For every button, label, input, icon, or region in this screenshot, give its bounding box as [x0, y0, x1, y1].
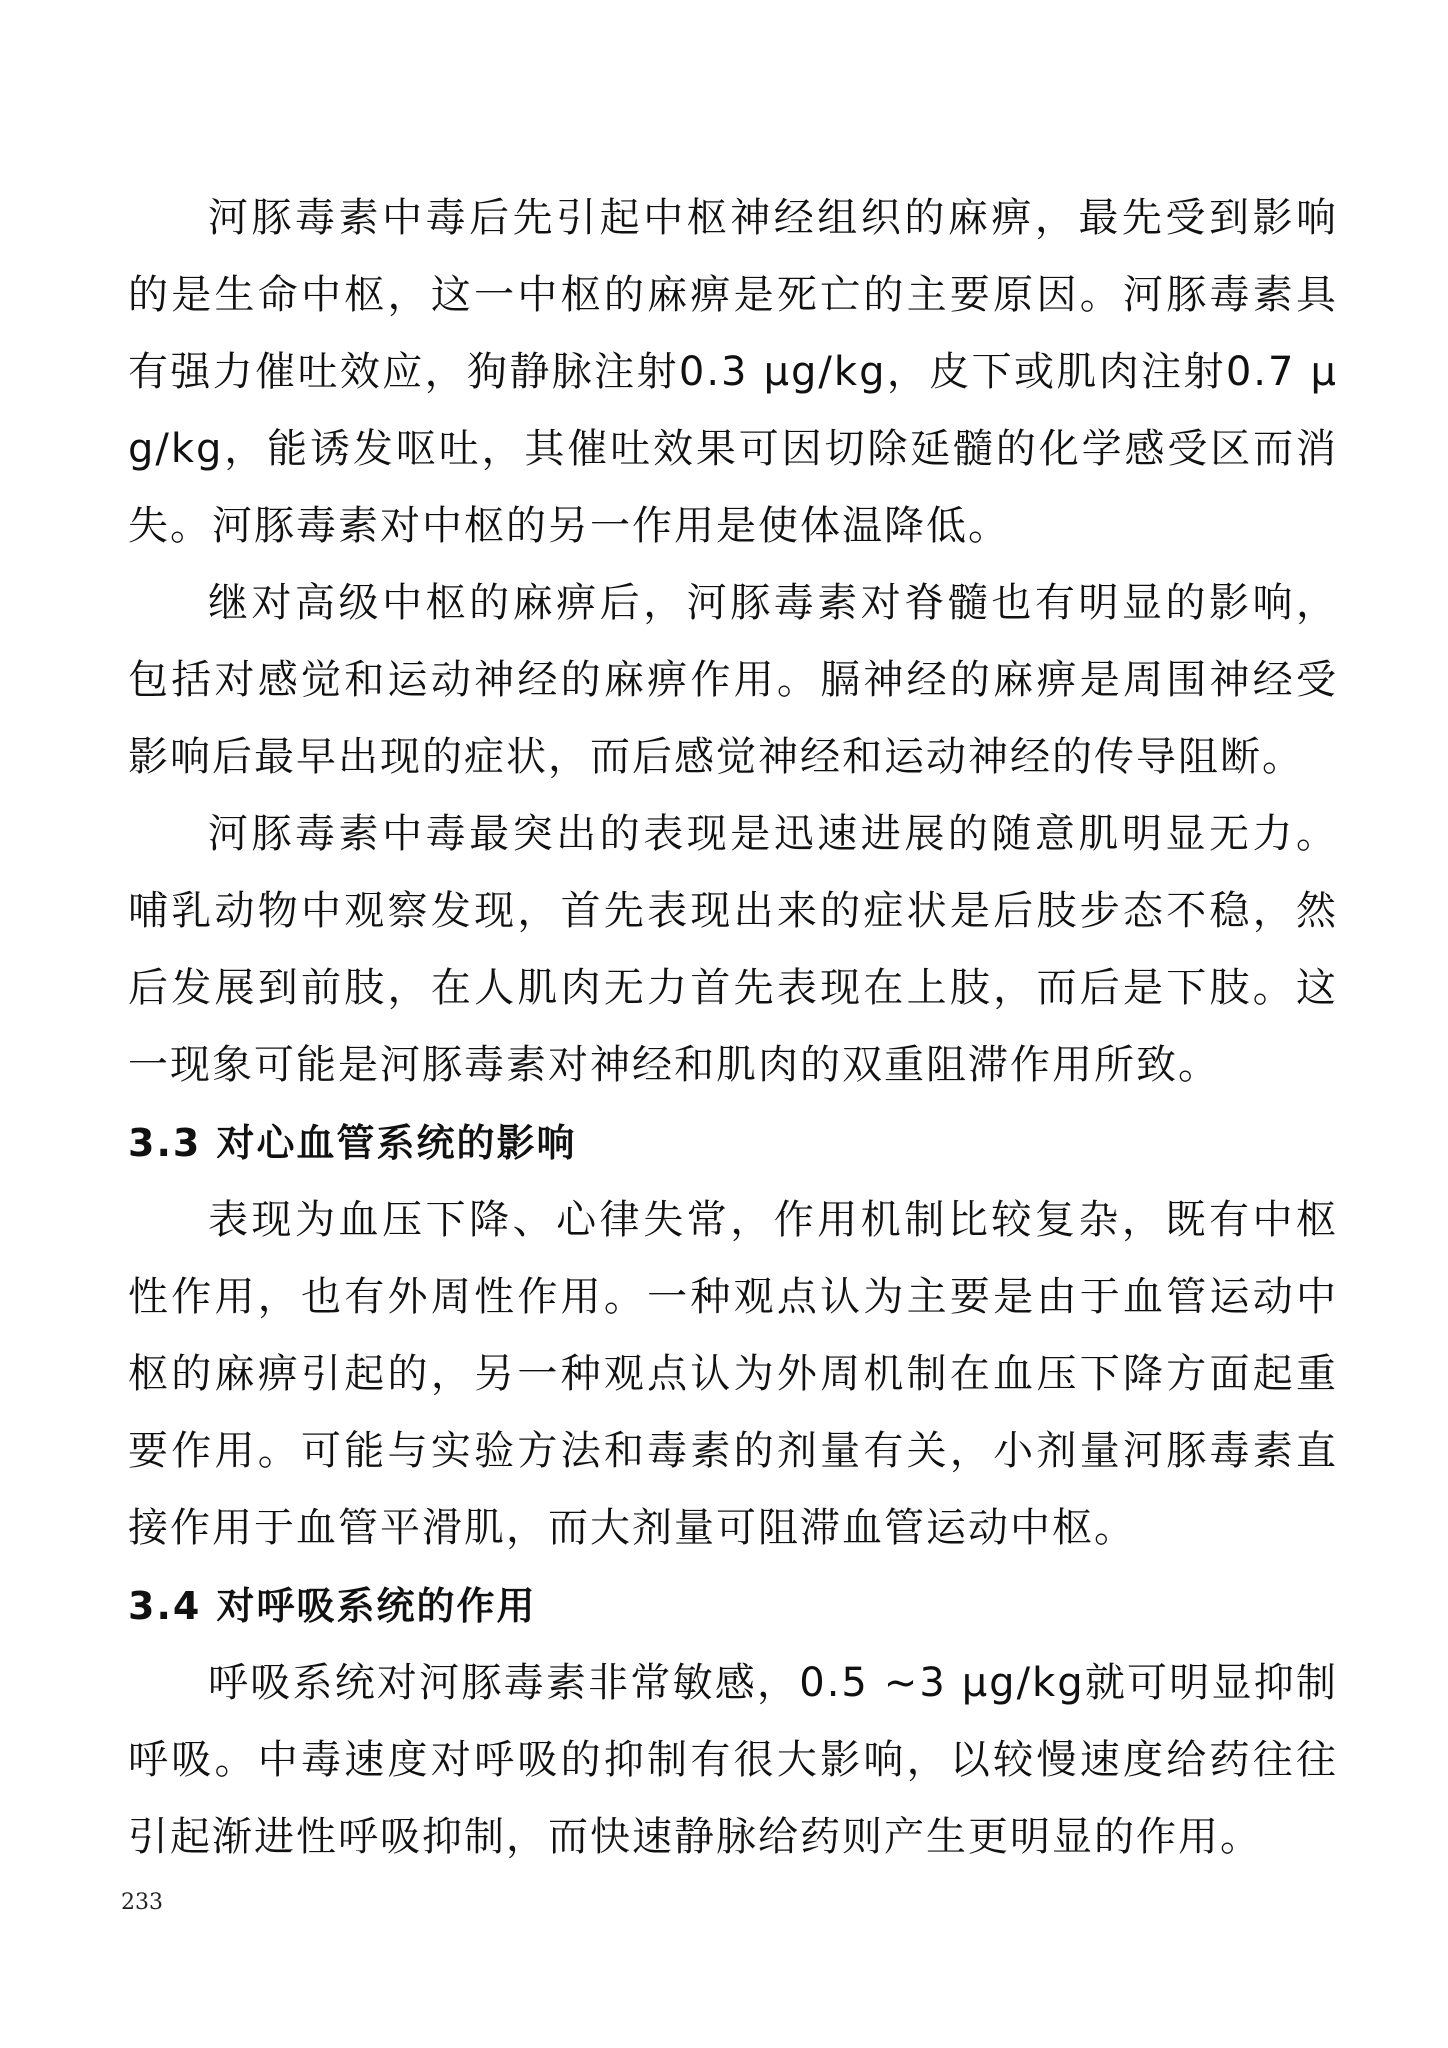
paragraph-muscle-weakness: 河豚毒素中毒最突出的表现是迅速进展的随意肌明显无力。哺乳动物中观察发现，首先表现出来的症状是后肢步态不稳，然后发展到前肢，在人肌肉无力首先表现在上肢，而后是下肢。这一现象可能是河豚毒素对神经和肌肉的双重阻滞作用所致。	[128, 811, 1338, 1088]
page-number: 233	[121, 1890, 163, 1915]
section-heading-cardiovascular: 3.3 对心血管系统的影响	[128, 1121, 577, 1165]
paragraph-cardiovascular: 表现为血压下降、心律失常，作用机制比较复杂，既有中枢性作用，也有外周性作用。一种观点认为主要是由于血管运动中枢的麻痹引起的，另一种观点认为外周机制在血压下降方面起重要作用。可能与实验方法和毒素的剂量有关，小剂量河豚毒素直接作用于血管平滑肌，而大剂量可阻滞血管运动中枢。	[128, 1197, 1338, 1551]
page-content	[128, 180, 1338, 1876]
paragraph-spinal-cord-effects: 继对高级中枢的麻痹后，河豚毒素对脊髓也有明显的影响，包括对感觉和运动神经的麻痹作用。膈神经的麻痹是周围神经受影响后最早出现的症状，而后感觉神经和运动神经的传导阻断。	[128, 580, 1338, 780]
paragraph-respiratory: 呼吸系统对河豚毒素非常敏感，0.5 ~3 μg/kg就可明显抑制呼吸。中毒速度对呼吸的抑制有很大影响，以较慢速度给药往往引起渐进性呼吸抑制，而快速静脉给药则产生更明显的作用。	[128, 1660, 1338, 1860]
paragraph-central-nervous-effects: 河豚毒素中毒后先引起中枢神经组织的麻痹，最先受到影响的是生命中枢，这一中枢的麻痹是死亡的主要原因。河豚毒素具有强力催吐效应，狗静脉注射0.3 μg/kg，皮下或肌肉注射0.7 μg/kg，能诱发呕吐，其催吐效果可因切除延髓的化学感受区而消失。河豚毒素对中枢的另一作用是使体温降低。	[128, 195, 1338, 549]
section-heading-respiratory: 3.4 对呼吸系统的作用	[128, 1584, 537, 1628]
